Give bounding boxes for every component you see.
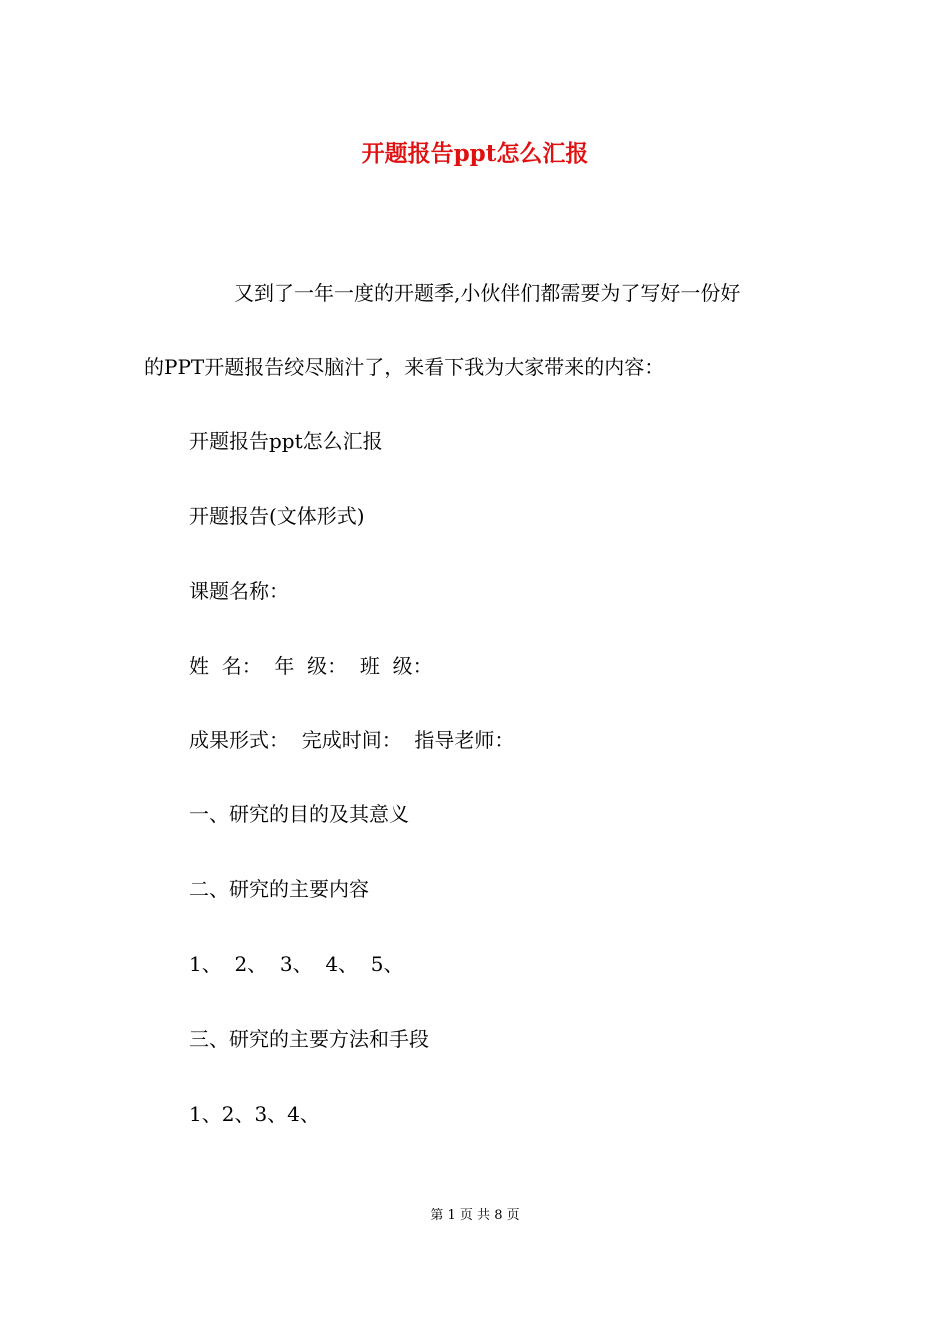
intro-line-1: 又到了一年一度的开题季,小伙伴们都需要为了写好一份好 (234, 281, 741, 305)
intro-line-2: 的PPT开题报告绞尽脑汁了，来看下我为大家带来的内容： (144, 355, 665, 379)
body-line: 三、研究的主要方法和手段 (189, 1027, 429, 1051)
body-line: 1、 2、 3、 4、 5、 (189, 952, 404, 976)
body-line: 1、2、3、4、 (189, 1102, 320, 1126)
body-line: 开题报告ppt怎么汇报 (189, 429, 383, 453)
body-line: 二、研究的主要内容 (189, 877, 369, 901)
body-line: 一、研究的目的及其意义 (189, 802, 409, 826)
body-line: 课题名称： (189, 579, 289, 603)
page-footer: 第 1 页 共 8 页 (430, 1208, 520, 1223)
body-line: 开题报告(文体形式) (189, 504, 365, 528)
body-line: 姓 名： 年 级： 班 级： (189, 654, 433, 678)
page-title: 开题报告ppt怎么汇报 (361, 140, 589, 167)
body-line: 成果形式： 完成时间： 指导老师： (189, 728, 515, 752)
